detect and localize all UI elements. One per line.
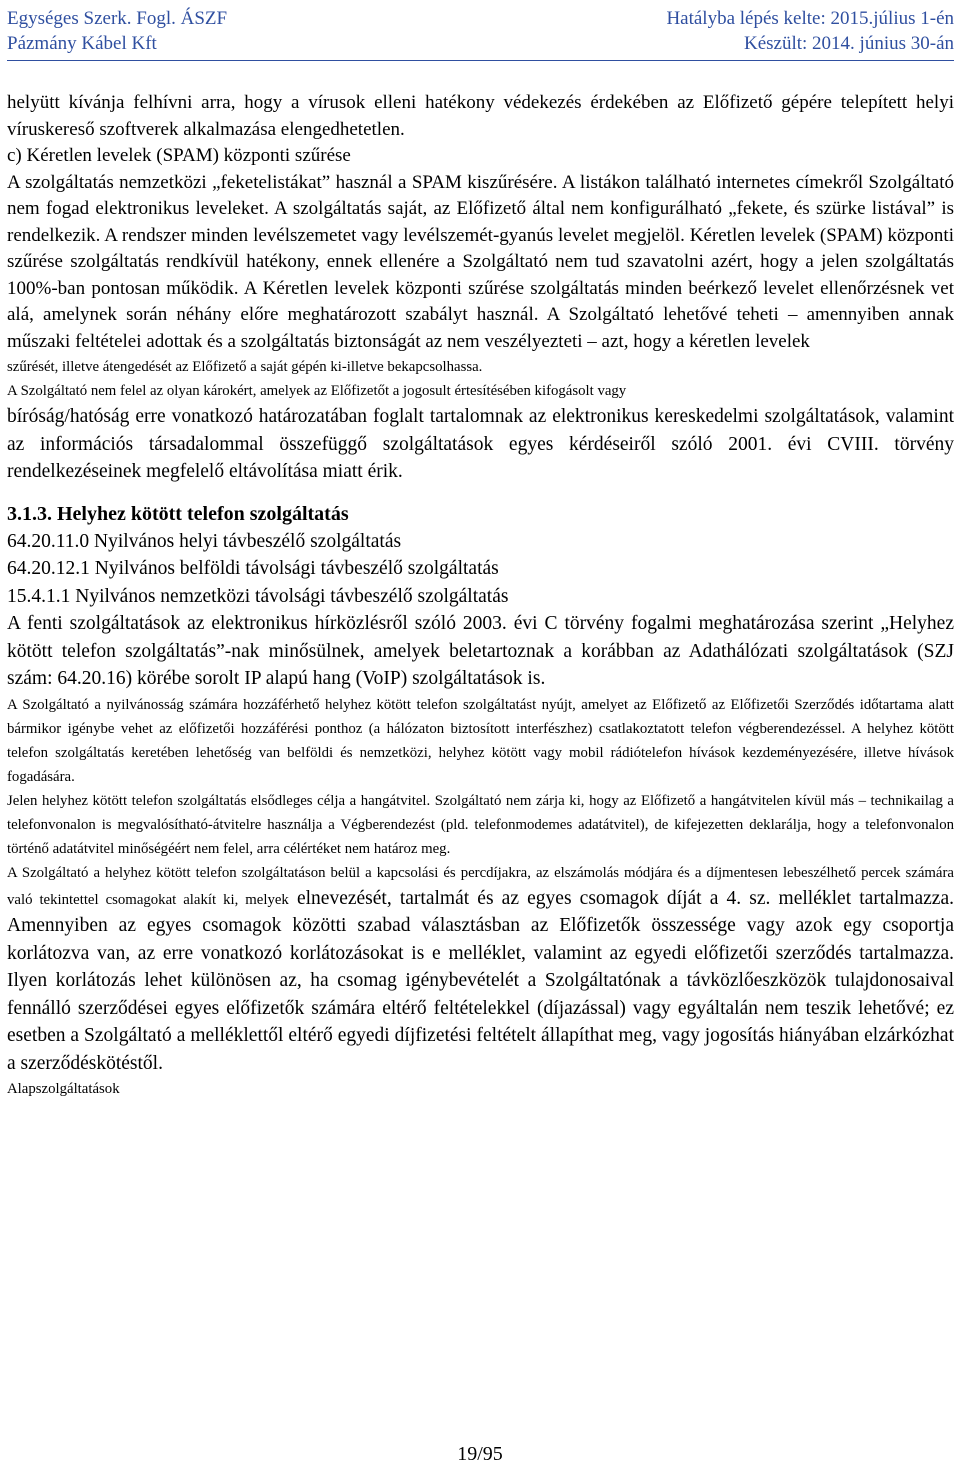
header-divider bbox=[7, 60, 954, 61]
section-heading: 3.1.3. Helyhez kötött telefon szolgáltatás bbox=[7, 502, 349, 525]
paragraph-voice-transmission: Jelen helyhez kötött telefon szolgáltatás elsődleges célja a hangátvitel. Szolgáltató nem zárja ki, hogy az Előfizető a hangátvitelen kívül más – technikailag a telefonvonalon is megvalósítható-átvitelre használja a Végberendezést (pld. telefonmodemes adatátvitel), de kifejezetten deklarálja, hogy a telefonvonalon történő adatátvitel minőségéért nem felel, arra célértéket nem határoz meg. bbox=[7, 792, 954, 857]
paragraph-basic-services: Alapszolgáltatások bbox=[7, 1081, 120, 1097]
service-item-domestic: 64.20.12.1 Nyilvános belföldi távolsági távbeszélő szolgáltatás bbox=[7, 558, 499, 579]
packages-text-small: A Szolgáltató a helyhez kötött telefon szolgáltatáson belül a kapcsolási és percdíjakra, az elszámolás módjára és a díjmentesen lebeszélhető percek számára való tekintettel csomagokat alakít ki, melyek bbox=[7, 864, 954, 908]
paragraph-spam-filter: A szolgáltatás nemzetközi „feketelistákat” használ a SPAM kiszűrésére. A listákon található internetes címekről Szolgáltató nem fogad elektronikus leveleket. A szolgáltatás saját, az Előfizető által nem konfigurálható „fekete, és szürke listával” is rendelkezik. A rendszer minden levélszemetet vagy levélszemét-gyanús levelet megjelöl. Kéretlen levelek (SPAM) központi szűrése szolgáltatás rendkívül hatékony, ennek ellenére a Szolgáltató nem tud szavatolni azért, hogy a jelen szolgáltatás 100%-ban pontosan működik. A Kéretlen levelek központi szűrése szolgáltatás minden beérkező levelet ellenőrzésnek vet alá, amelynek során néhány előre meghatározott szabályt használ. A Szolgáltató lehetővé teheti – amennyiben annak műszaki feltételei adottak és a szolgáltatás biztonságát az nem veszélyezteti – azt, hogy a kéretlen levelek bbox=[7, 171, 954, 352]
header-row-1 bbox=[7, 6, 954, 31]
page-body bbox=[7, 90, 954, 1101]
paragraph-spam-title: c) Kéretlen levelek (SPAM) központi szűrése bbox=[7, 145, 351, 166]
service-item-local: 64.20.11.0 Nyilvános helyi távbeszélő szolgáltatás bbox=[7, 530, 402, 552]
prepared-date: Készült: 2014. június 30-án bbox=[743, 33, 954, 54]
paragraph-antivirus: helyütt kívánja felhívni arra, hogy a vírusok elleni hatékony védekezés érdekében az Előfizető gépére telepített helyi víruskereső szoftverek alkalmazása elengedhetetlen. bbox=[7, 92, 954, 140]
page-number: 19/95 bbox=[457, 1443, 503, 1465]
paragraph-spam-toggle: szűrését, illetve átengedését az Előfizető a saját gépén ki-illetve bekapcsolhassa. bbox=[7, 359, 483, 375]
paragraph-liability: A Szolgáltató nem felel az olyan károkért, amelyek az Előfizetőt a jogosult értesítésében kifogásolt vagy bbox=[7, 383, 627, 399]
header-row-2 bbox=[7, 31, 954, 56]
company-name: Pázmány Kábel Kft bbox=[7, 33, 157, 54]
service-item-international: 15.4.1.1 Nyilvános nemzetközi távolsági távbeszélő szolgáltatás bbox=[7, 585, 509, 607]
paragraph-packages bbox=[7, 861, 954, 1078]
paragraph-service-description: A Szolgáltató a nyilvánosság számára hozzáférhető helyhez kötött telefon szolgáltatást nyújt, amelyet az Előfizető az Előfizetői Szerződés időtartama alatt bármikor igénybe vehet az előfizetői hozzáférési ponthoz (a hálózaton biztosított interfészhez) csatlakoztatott telefon végberendezéssel. A helyhez kötött telefon szolgáltatás keretében lehetőség van belföldi és nemzetközi, helyhez kötött vagy mobil rádiótelefon hívások kezdeményezésére, illetve hívások fogadására. bbox=[7, 696, 954, 785]
document-title: Egységes Szerk. Fogl. ÁSZF bbox=[7, 8, 228, 29]
paragraph-court-decision: bíróság/hatóság erre vonatkozó határozatában foglalt tartalomnak az elektronikus kereskedelmi szolgáltatások, valamint az információs társadalommal összefüggő szolgáltatások egyes kérdéseiről szóló 2001. évi CVIII. törvény rendelkezéseinek megfelelő eltávolítása miatt érik. bbox=[7, 406, 954, 482]
packages-text-large: elnevezését, tartalmát és az egyes csomagok díját a 4. sz. melléklet tartalmazza. Amennyiben az egyes csomagok közötti szabad választásban az Előfizetők összessége vagy azok egy csoportja korlátozva van, az erre vonatkozó korlátozásokat is e melléklet, valamint az egyedi előfizetői szerződés tartalmazza. Ilyen korlátozás lehet különösen az, ha csomag igénybevételét a Szolgáltatónak a távközlőeszközök tulajdonosaival fennálló szerződései egyes előfizetők számára eltérő feltételekkel (díjazással) vagy egyáltalán nem teszik lehetővé; ez esetben a Szolgáltató a melléklettől eltérő egyedi díjfizetési feltételt állapíthat meg, vagy jogosítás hiányában elzárkózhat a szerződéskötéstől. bbox=[7, 887, 954, 1074]
effective-date: Hatályba lépés kelte: 2015.július 1-én bbox=[666, 8, 954, 29]
paragraph-definition: A fenti szolgáltatások az elektronikus hírközlésről szóló 2003. évi C törvény fogalmi meghatározása szerint „Helyhez kötött telefon szolgáltatás”-nak minősülnek, amelyek beletartoznak a korábban az Adathálózati szolgáltatások (SZJ szám: 64.20.16) körébe sorolt IP alapú hang (VoIP) szolgáltatások is. bbox=[7, 613, 954, 689]
page-header bbox=[7, 6, 954, 56]
